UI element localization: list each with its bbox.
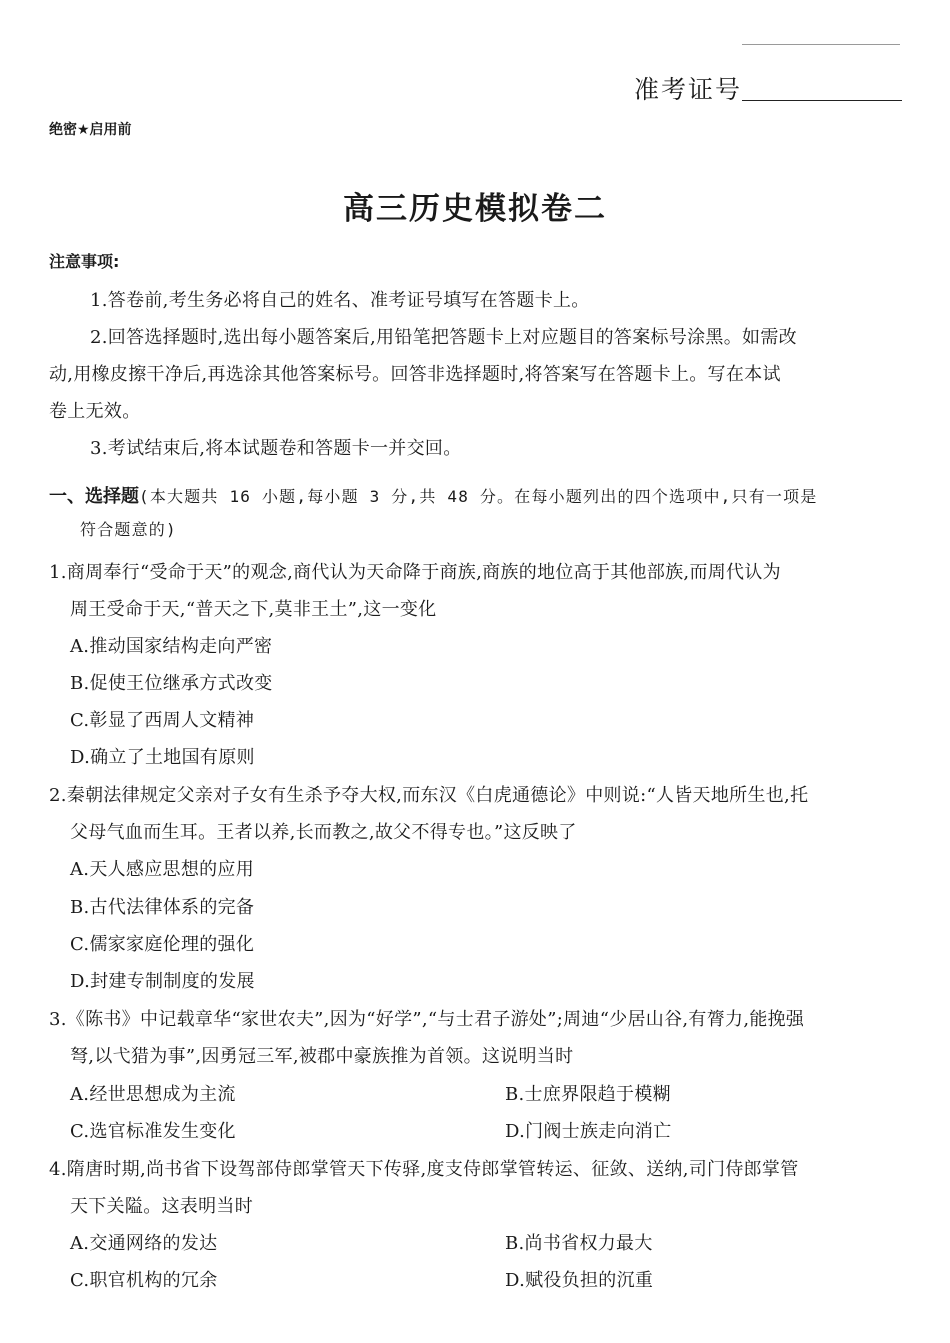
question-3-option-a: A.经世思想成为主流 bbox=[70, 1084, 236, 1105]
candidate-number-label: 准考证号 bbox=[634, 75, 743, 104]
question-1-option-c: C.彰显了西周人文精神 bbox=[70, 710, 255, 731]
question-2-option-a: A.天人感应思想的应用 bbox=[70, 859, 255, 880]
question-3-option-c: C.选官标准发生变化 bbox=[70, 1121, 236, 1142]
section-1-detail: (本大题共 16 小题,每小题 3 分,共 48 分。在每小题列出的四个选项中,只有一项是 bbox=[139, 487, 818, 506]
question-1-option-d: D.确立了土地国有原则 bbox=[70, 747, 255, 768]
secret-label: 绝密★启用前 bbox=[49, 122, 132, 138]
question-4-stem-line-1: 4.隋唐时期,尚书省下设驾部侍郎掌管天下传驿,度支侍郎掌管转运、征敛、送纳,司门侍郎掌管 bbox=[49, 1159, 799, 1180]
question-2-stem-line-2: 父母气血而生耳。王者以养,长而教之,故父不得专也。”这反映了 bbox=[70, 822, 577, 843]
question-4-option-a: A.交通网络的发达 bbox=[70, 1233, 218, 1254]
question-2-stem-line-1: 2.秦朝法律规定父亲对子女有生杀予夺大权,而东汉《白虎通德论》中则说:“人皆天地所生也,托 bbox=[49, 785, 809, 806]
section-1-detail-cont: 符合题意的) bbox=[80, 520, 177, 539]
question-1-option-b: B.促使王位继承方式改变 bbox=[70, 673, 273, 694]
notes-item-2-line-2: 动,用橡皮擦干净后,再选涂其他答案标号。回答非选择题时,将答案写在答题卡上。写在本试 bbox=[49, 364, 781, 385]
section-1-title: 一、选择题 bbox=[49, 486, 139, 507]
question-3-option-b: B.士庶界限趋于模糊 bbox=[505, 1084, 671, 1105]
notes-item-2-line-1: 2.回答选择题时,选出每小题答案后,用铅笔把答题卡上对应题目的答案标号涂黑。如需改 bbox=[90, 327, 797, 348]
question-4-option-b: B.尚书省权力最大 bbox=[505, 1233, 653, 1254]
question-2-option-d: D.封建专制制度的发展 bbox=[70, 971, 255, 992]
notes-item-2-line-3: 卷上无效。 bbox=[49, 401, 141, 422]
question-2-option-c: C.儒家家庭伦理的强化 bbox=[70, 934, 255, 955]
notes-item-1: 1.答卷前,考生务必将自己的姓名、准考证号填写在答题卡上。 bbox=[90, 290, 590, 311]
notes-item-3: 3.考试结束后,将本试题卷和答题卡一并交回。 bbox=[90, 438, 462, 459]
question-2-option-b: B.古代法律体系的完备 bbox=[70, 897, 255, 918]
section-1-heading bbox=[49, 482, 818, 508]
question-1-stem-line-1: 1.商周奉行“受命于天”的观念,商代认为天命降于商族,商族的地位高于其他部族,而周代认为 bbox=[49, 562, 781, 583]
candidate-number-blank bbox=[742, 100, 902, 101]
question-4-stem-line-2: 天下关隘。这表明当时 bbox=[70, 1196, 253, 1217]
question-3-stem-line-2: 弩,以弋猎为事”,因勇冠三军,被郡中豪族推为首领。这说明当时 bbox=[70, 1046, 574, 1067]
question-4-option-d: D.赋役负担的沉重 bbox=[505, 1270, 654, 1291]
question-3-stem-line-1: 3.《陈书》中记载章华“家世农夫”,因为“好学”,“与士君子游处”;周迪“少居山谷,有膂力,能挽强 bbox=[49, 1009, 805, 1030]
question-3-option-d: D.门阀士族走向消亡 bbox=[505, 1121, 672, 1142]
page-title: 高三历史模拟卷二 bbox=[343, 191, 607, 227]
header-top-rule bbox=[742, 44, 900, 45]
notes-heading: 注意事项: bbox=[49, 252, 120, 271]
question-1-stem-line-2: 周王受命于天,“普天之下,莫非王土”,这一变化 bbox=[70, 599, 437, 620]
question-1-option-a: A.推动国家结构走向严密 bbox=[70, 636, 273, 657]
question-4-option-c: C.职官机构的冗余 bbox=[70, 1270, 218, 1291]
